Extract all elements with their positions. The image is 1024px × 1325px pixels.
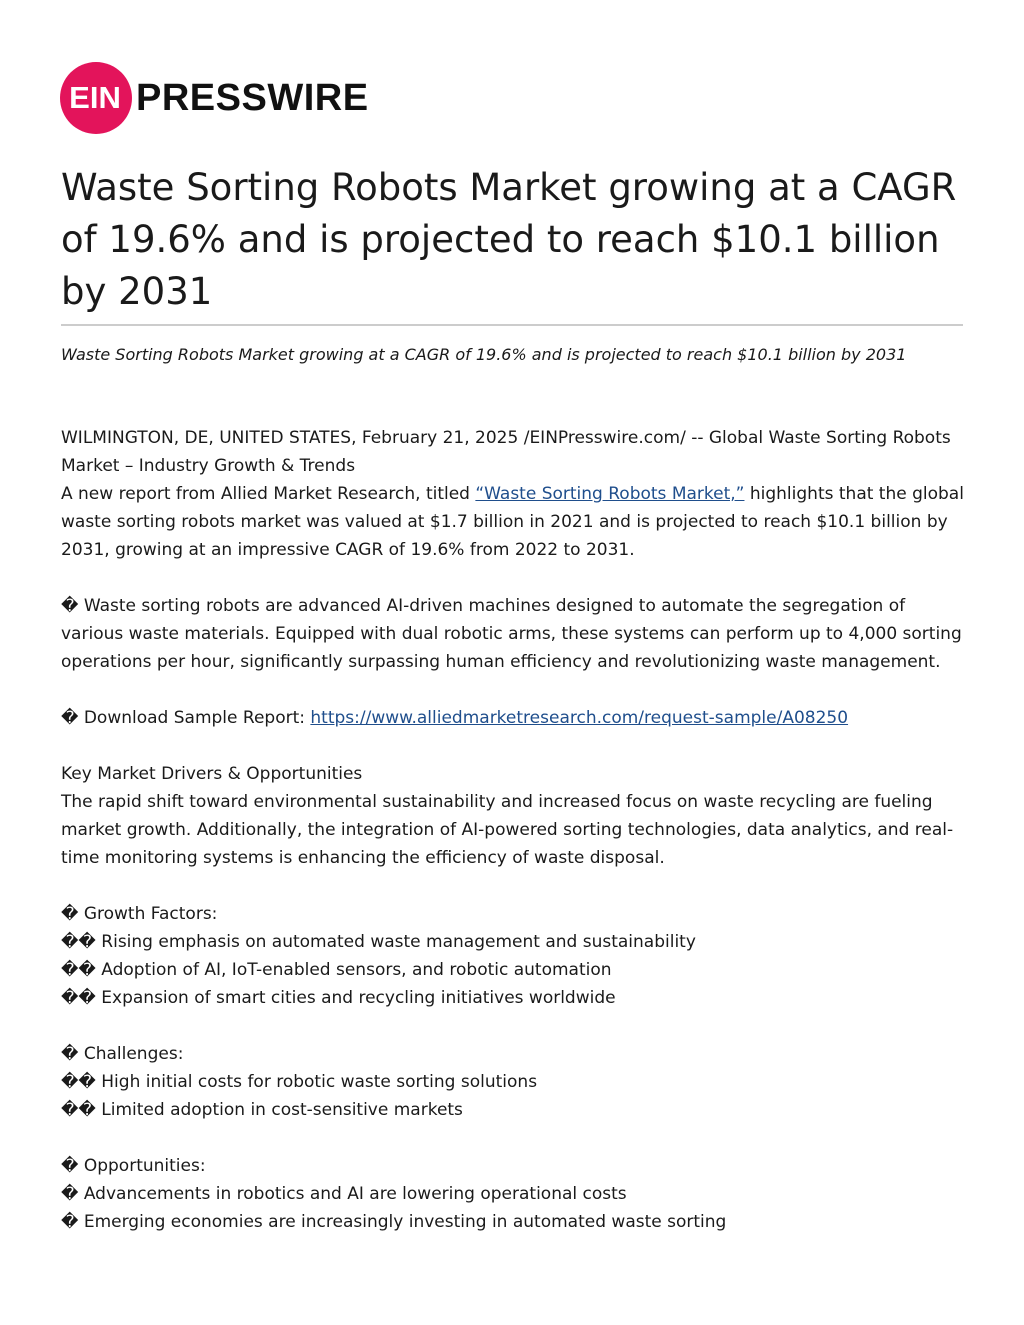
- list-item: � Emerging economies are increasingly investing in automated waste sorting: [61, 1212, 727, 1232]
- list-item: �� Expansion of smart cities and recycling initiatives worldwide: [61, 988, 616, 1008]
- download-label: Download Sample Report:: [78, 708, 311, 728]
- logo-circle-text: EIN: [69, 80, 121, 115]
- list-item: � Advancements in robotics and AI are lowering operational costs: [61, 1184, 627, 1204]
- article-title: Waste Sorting Robots Market growing at a CAGR of 19.6% and is projected to reach $10.1 billion by 2031: [61, 166, 957, 313]
- glyph-icon: �: [61, 1156, 79, 1176]
- glyph-icon: ��: [61, 1100, 96, 1120]
- logo-circle: [60, 62, 132, 134]
- glyph-icon: ��: [61, 960, 96, 980]
- drivers-heading: Key Market Drivers & Opportunities: [61, 764, 363, 784]
- download-line: [61, 704, 966, 732]
- intro-before-link: A new report from Allied Market Research, titled: [61, 484, 476, 504]
- drivers-paragraph: The rapid shift toward environmental sustainability and increased focus on waste recycling are fueling market growth. Additionally, the integration of AI-powered sorting technologies, data analytics, and real-time monitoring systems is enhancing the efficiency of waste disposal.: [61, 792, 954, 868]
- glyph-icon: �: [61, 596, 79, 616]
- einpresswire-logo: [60, 60, 369, 136]
- glyph-icon: ��: [61, 932, 96, 952]
- title-divider: [61, 324, 963, 326]
- intro-paragraph: [61, 480, 966, 564]
- intro-after-link: highlights that the global waste sorting robots market was valued at $1.7 billion in 2021 and is projected to reach $10.1 billion by 2031, growing at an impressive CAGR of 19.6% from 2022 to 2031.: [61, 484, 964, 560]
- challenges-heading: � Challenges:: [61, 1044, 184, 1064]
- article-subtitle: Waste Sorting Robots Market growing at a CAGR of 19.6% and is projected to reach $10.1 billion by 2031: [61, 345, 907, 364]
- logo-word: PRESSWIRE: [136, 76, 369, 119]
- download-sample-link[interactable]: https://www.alliedmarketresearch.com/request-sample/A08250: [310, 708, 849, 728]
- glyph-icon: �: [61, 1044, 79, 1064]
- list-item: �� Limited adoption in cost-sensitive markets: [61, 1100, 463, 1120]
- glyph-icon: �: [61, 708, 79, 728]
- dateline: WILMINGTON, DE, UNITED STATES, February 21, 2025 /EINPresswire.com/ -- Global Waste Sorting Robots Market – Industry Growth & Trends: [61, 428, 951, 476]
- list-item: �� Adoption of AI, IoT-enabled sensors, and robotic automation: [61, 960, 612, 980]
- article-body: [61, 424, 966, 1236]
- report-link[interactable]: “Waste Sorting Robots Market,”: [475, 484, 745, 504]
- robots-paragraph: � Waste sorting robots are advanced AI-driven machines designed to automate the segregation of various waste materials. Equipped with dual robotic arms, these systems can perform up to 4,000 sorting operations per hour, significantly surpassing human efficiency and revolutionizing waste management.: [61, 596, 962, 672]
- growth-heading: � Growth Factors:: [61, 904, 218, 924]
- opportunities-heading: � Opportunities:: [61, 1156, 206, 1176]
- glyph-icon: ��: [61, 1072, 96, 1092]
- glyph-icon: �: [61, 904, 79, 924]
- list-item: �� High initial costs for robotic waste sorting solutions: [61, 1072, 538, 1092]
- list-item: �� Rising emphasis on automated waste management and sustainability: [61, 932, 696, 952]
- glyph-icon: �: [61, 1184, 79, 1204]
- glyph-icon: ��: [61, 988, 96, 1008]
- glyph-icon: �: [61, 1212, 79, 1232]
